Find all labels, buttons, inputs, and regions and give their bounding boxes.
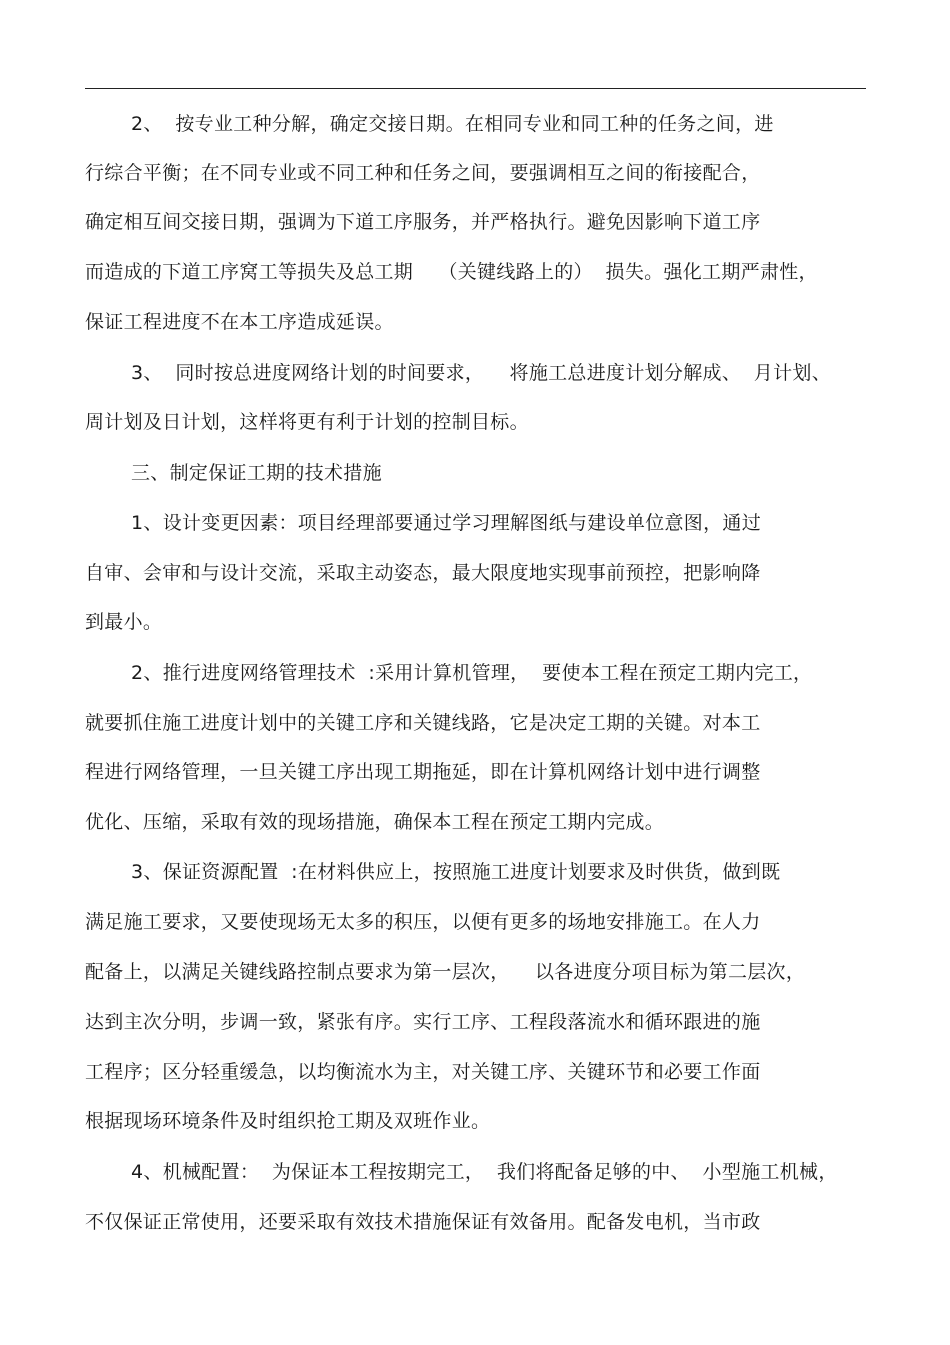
text-line: 周计划及日计划，这样将更有利于计划的控制目标。 <box>85 411 529 433</box>
text-line: 配备上，以满足关键线路控制点要求为第一层次， 以各进度分项目标为第二层次， <box>85 961 806 983</box>
text-line: 就要抓住施工进度计划中的关键工序和关键线路，它是决定工期的关键。对本工 <box>85 712 761 734</box>
text-line: 而造成的下道工序窝工等损失及总工期 （关键线路上的） 损失。强化工期严肃性， <box>85 261 818 283</box>
text-line: 2、 按专业工种分解，确定交接日期。在相同专业和同工种的任务之间，进 <box>131 113 774 135</box>
header-rule <box>85 88 866 89</box>
text-line: 工程序；区分轻重缓急，以均衡流水为主，对关键工序、关键环节和必要工作面 <box>85 1061 761 1083</box>
text-line: 1、设计变更因素：项目经理部要通过学习理解图纸与建设单位意图，通过 <box>131 512 761 534</box>
text-line: 3、保证资源配置 :在材料供应上，按照施工进度计划要求及时供货，做到既 <box>131 861 781 883</box>
text-line: 优化、压缩，采取有效的现场措施，确保本工程在预定工期内完成。 <box>85 811 665 833</box>
text-line: 自审、会审和与设计交流，采取主动姿态，最大限度地实现事前预控，把影响降 <box>85 562 761 584</box>
text-line: 行综合平衡；在不同专业或不同工种和任务之间，要强调相互之间的衔接配合， <box>85 162 761 184</box>
text-line: 根据现场环境条件及时组织抢工期及双班作业。 <box>85 1110 491 1132</box>
text-line: 4、机械配置： 为保证本工程按期完工， 我们将配备足够的中、 小型施工机械， <box>131 1161 838 1183</box>
text-line: 满足施工要求，又要使现场无太多的积压，以便有更多的场地安排施工。在人力 <box>85 911 761 933</box>
text-line: 3、 同时按总进度网络计划的时间要求， 将施工总进度计划分解成、 月计划、 <box>131 362 832 384</box>
text-line: 保证工程进度不在本工序造成延误。 <box>85 311 394 333</box>
text-line: 不仅保证正常使用，还要采取有效技术措施保证有效备用。配备发电机，当市政 <box>85 1211 761 1233</box>
section-heading: 三、制定保证工期的技术措施 <box>131 462 382 484</box>
text-line: 达到主次分明，步调一致，紧张有序。实行工序、工程段落流水和循环跟进的施 <box>85 1011 761 1033</box>
text-line: 程进行网络管理，一旦关键工序出现工期拖延，即在计算机网络计划中进行调整 <box>85 761 761 783</box>
text-line: 到最小。 <box>85 611 163 633</box>
text-line: 确定相互间交接日期，强调为下道工序服务，并严格执行。避免因影响下道工序 <box>85 211 761 233</box>
text-line: 2、推行进度网络管理技术 :采用计算机管理， 要使本工程在预定工期内完工， <box>131 662 813 684</box>
